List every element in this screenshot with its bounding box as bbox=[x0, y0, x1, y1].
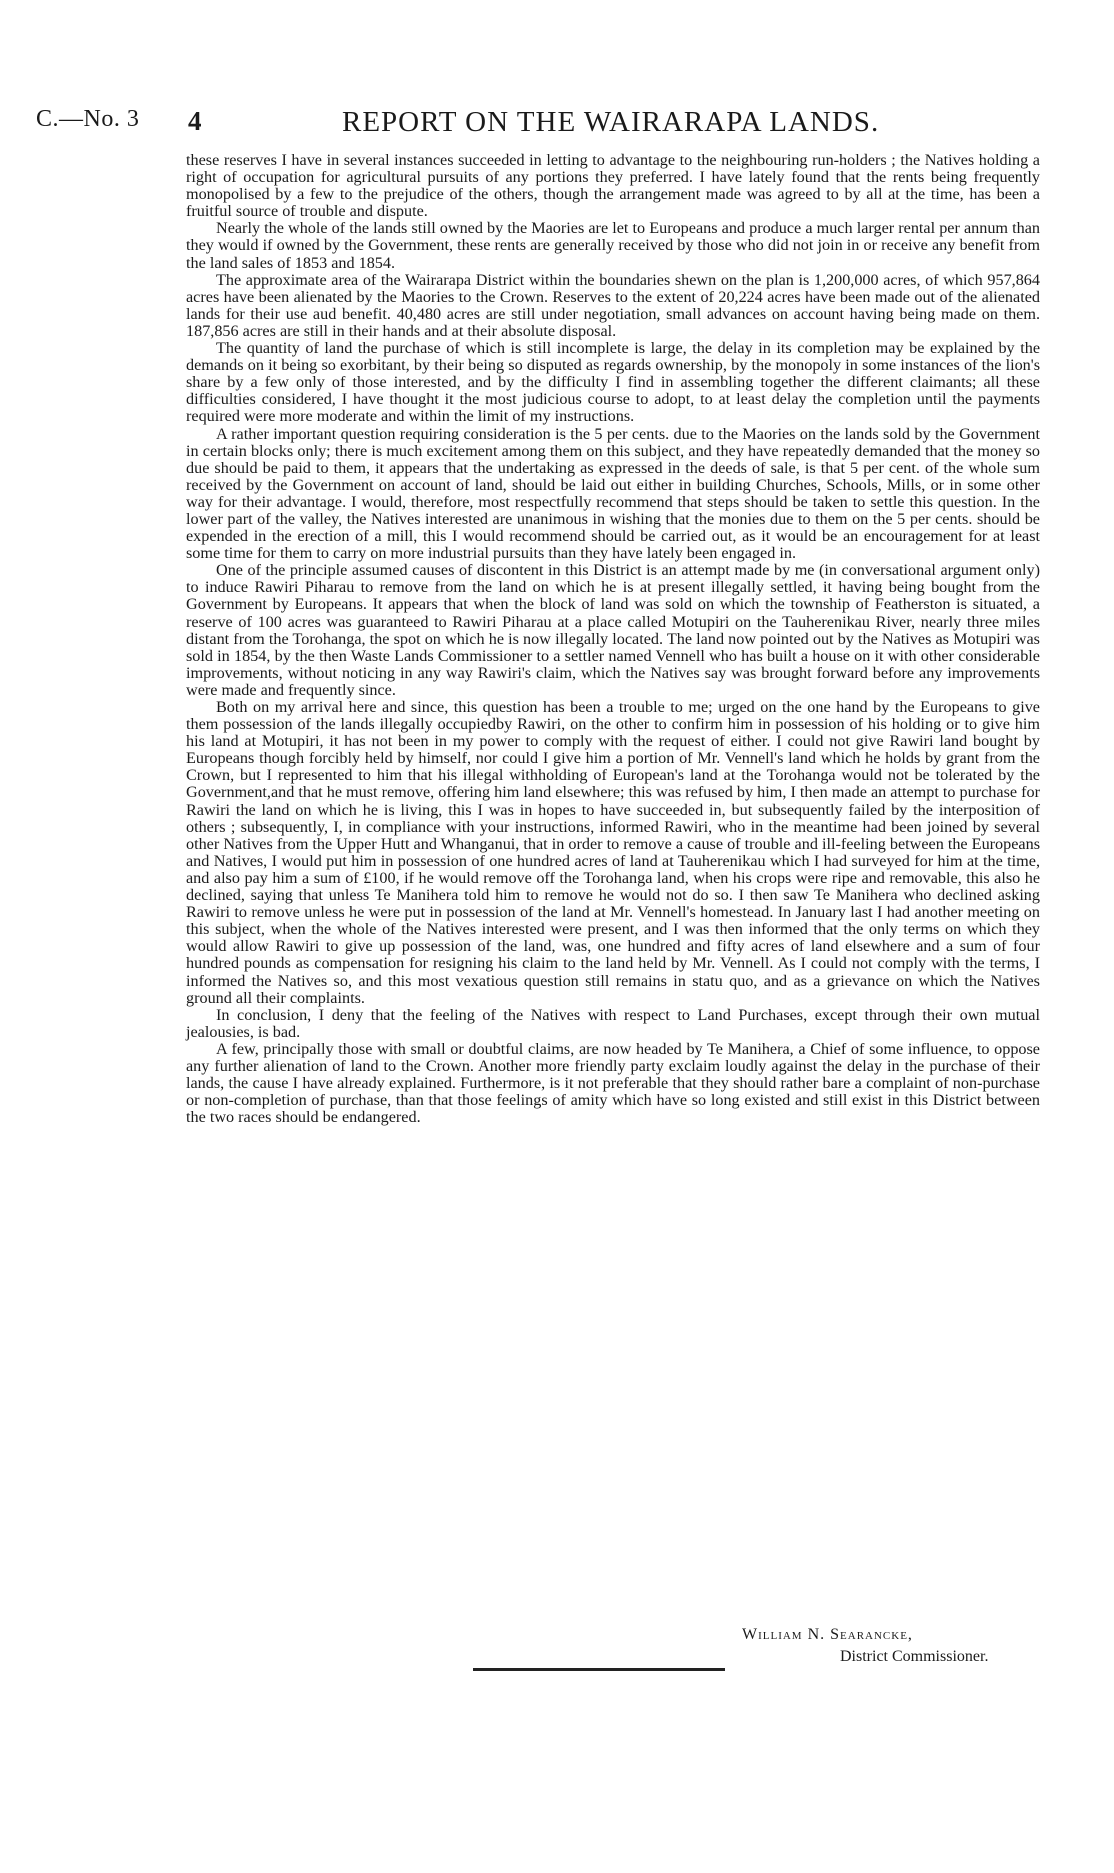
signature-block bbox=[742, 1624, 1042, 1668]
paragraph: The quantity of land the purchase of which is still incomplete is large, the delay in its completion may be explained by the demands on it being so exorbitant, by their being so disputed as regards ownership, by the monopoly in some instances of the lion's share by a few only of those interested, and by the difficulty I find in assembling together the different claimants; all these difficulties considered, I have thought it the most judicious course to adopt, to at least delay the completion until the payments required were more moderate and within the limit of my instructions. bbox=[186, 339, 1040, 426]
paragraph: A few, principally those with small or doubtful claims, are now headed by Te Manihera, a Chief of some influence, to oppose any further alienation of land to the Crown. Another more friendly party exclaim loudly against the delay in the purchase of their lands, the cause I have already explained. Furthermore, is it not preferable that they should rather bare a complaint of non-purchase or non-completion of purchase, than that those feelings of amity which have so long existed and still exist in this District between the two races should be endangered. bbox=[186, 1039, 1040, 1127]
closing-rule bbox=[473, 1668, 725, 1671]
report-title: REPORT ON THE WAIRARAPA LANDS. bbox=[342, 106, 880, 138]
paragraph: The approximate area of the Wairarapa District within the boundaries shewn on the plan is 1,200,000 acres, of which 957,864 acres have been alienated by the Maories to the Crown. Reserves to the extent of 20,224 acres have been made out of the alienated lands for their use aud benefit. 40,480 acres are still under negotiation, small advances on account having being made on them. 187,856 acres are still in their hands and at their absolute disposal. bbox=[186, 270, 1040, 340]
report-body bbox=[186, 152, 1040, 1126]
signatory-name: William N. Searancke, bbox=[742, 1626, 913, 1643]
signatory-title: District Commissioner. bbox=[840, 1648, 989, 1665]
page-number: 4 bbox=[188, 106, 202, 136]
paragraph: A rather important question requiring consideration is the 5 per cents. due to the Maories on the lands sold by the Government in certain blocks only; there is much excitement among them on this subject, and they have repeatedly demanded that the money so due should be paid to them, it appears that the undertaking as expressed in the deeds of sale, is that 5 per cent. of the whole sum received by the Government on account of land, should be laid out either in building Churches, Schools, Mills, or in some other way for their advantage. I would, therefore, most respectfully recommend that steps should be taken to settle this question. In the lower part of the valley, the Natives interested are unanimous in wishing that the monies due to them on the 5 per cents. should be expended in the erection of a mill, this I would recommend should be carried out, as it would be an encouragement for at least some time for them to carry on more industrial pursuits than they have lately been engaged in. bbox=[186, 424, 1040, 563]
paragraph: Both on my arrival here and since, this question has been a trouble to me; urged on the one hand by the Europeans to give them possession of the lands illegally occupiedby Rawiri, on the other to confirm him in possession of his holding or to give him his land at Motupiri, it has not been in my power to comply with the request of either. I could not give Rawiri land bought by Europeans though forcibly held by himself, nor could I give him a portion of Mr. Vennell's land which he holds by grant from the Crown, but I represented to him that his illegal withholding of European's land at the Torohanga would not be tolerated by the Government,and that he must remove, offering him land elsewhere; this was refused by him, I then made an attempt to purchase for Rawiri the land on which he is living, this I was in hopes to have succeeded in, but subsequently failed by the interposition of others ; subsequently, I, in compliance with your instructions, informed Rawiri, who in the meantime had been joined by several other Natives from the Upper Hutt and Whanganui, that in order to remove a cause of trouble and ill-feeling between the Europeans and Natives, I would put him in possession of one hundred acres of land at Tauherenikau which I had surveyed for him at the time, and also pay him a sum of £100, if he would remove off the Torohanga land, when his crops were ripe and removable, this also he declined, saying that unless Te Manihera told him to remove he would not do so. I then saw Te Manihera who declined asking Rawiri to remove unless he were put in possession of the land at Mr. Vennell's homestead. In January last I had another meeting on this subject, when the whole of the Natives interested were present, and I was then informed that the only terms on which they would allow Rawiri to give up possession of the land, was, one hundred and fifty acres of land elsewhere and a sum of four hundred pounds as compensation for resigning his claim to the land held by Mr. Vennell. As I could not comply with the terms, I informed the Natives so, and this most vexatious question still remains in statu quo, and as a grievance on which the Natives ground all their complaints. bbox=[186, 698, 1040, 1007]
document-number: C.—No. 3 bbox=[36, 106, 140, 132]
paragraph: these reserves I have in several instances succeeded in letting to advantage to the neighbouring run-holders ; the Natives holding a right of occupation for agricultural pursuits of any portions they preferred. I have lately found that the rents being frequently monopolised by a few to the prejudice of the others, though the arrangement made was agreed to by all at the time, has been a fruitful source of trouble and dispute. bbox=[186, 151, 1040, 221]
paragraph: One of the principle assumed causes of discontent in this District is an attempt made by me (in conversational argument only) to induce Rawiri Piharau to remove from the land on which he is at present illegally settled, it having being bought from the Government by Europeans. It appears that when the block of land was sold on which the township of Featherston is situated, a reserve of 100 acres was guaranteed to Rawiri Piharau at a place called Motupiri on the Tauherenikau River, nearly three miles distant from the Torohanga, the spot on which he is now illegally located. The land now pointed out by the Natives as Motupiri was sold in 1854, by the then Waste Lands Commissioner to a settler named Vennell who has built a house on it with other considerable improvements, without noticing in any way Rawiri's claim, which the Natives say was brought forward before any improvements were made and frequently since. bbox=[186, 561, 1040, 699]
paragraph: Nearly the whole of the lands still owned by the Maories are let to Europeans and produce a much larger rental per annum than they would if owned by the Government, these rents are generally received by those who did not join in or receive any benefit from the land sales of 1853 and 1854. bbox=[186, 219, 1040, 272]
paragraph: In conclusion, I deny that the feeling of the Natives with respect to Land Purchases, except through their own mutual jealousies, is bad. bbox=[186, 1005, 1040, 1041]
